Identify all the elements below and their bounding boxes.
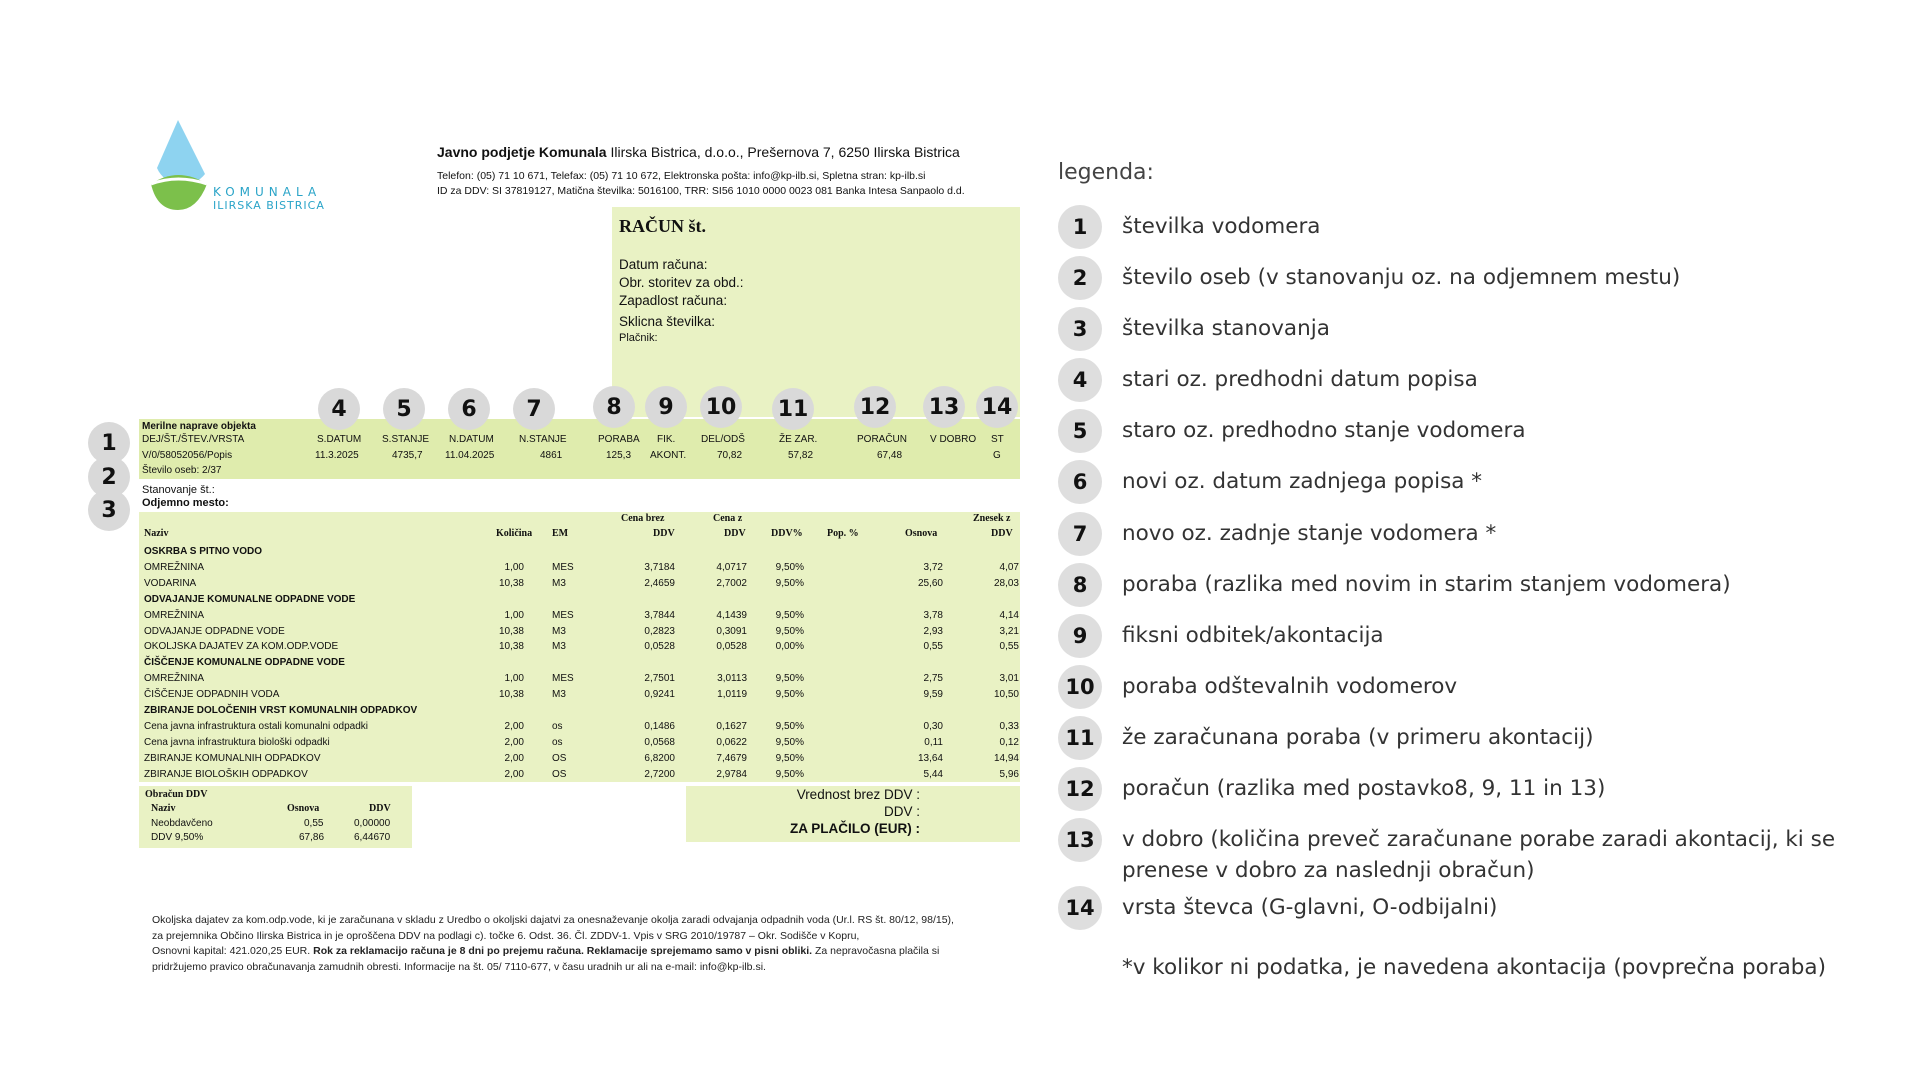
legend-text-2: število oseb (v stanovanju oz. na odjemnem mestu) [1122,265,1681,290]
table-cell: 0,1627 [716,720,747,732]
table-cell: 10,38 [498,577,524,589]
company-name: Javno podjetje Komunala Ilirska Bistrica, d.o.o., Prešernova 7, 6250 Ilirska Bistrica [437,144,960,160]
table-cell: 10,50 [993,689,1019,701]
legend-badge-11: 11 [1058,716,1102,760]
vat-col: Naziv [151,803,176,814]
table-cell: 4,07 [999,561,1019,573]
meter-value-row [139,448,1020,464]
table-cell: OMREŽNINA [144,561,204,573]
legend-badge-5: 5 [1058,409,1102,453]
meter-value: AKONT. [650,450,687,461]
table-cell: 0,30 [923,720,943,732]
legend-text-7: novo oz. zadnje stanje vodomera * [1122,521,1497,546]
table-cell: ZBIRANJE BIOLOŠKIH ODPADKOV [144,768,308,780]
table-cell: 9,59 [923,689,943,701]
badge-14: 14 [976,386,1018,428]
table-cell: 3,7844 [644,609,675,621]
footer-line: za prejemnika Občino Ilirska Bistrica in je oproščena DDV na podlagi c). točke 6. Odst. 36. Čl. ZDDV-1. Vpis v SRG 2010/19787 – Okr. Sodišče v Kopru, [152,929,860,942]
table-cell: 2,00 [504,752,524,764]
legend-text-13: v dobro (količina preveč zaračunane porabe zaradi akontacij, ki se [1122,827,1836,852]
table-cell: 9,50% [775,673,804,685]
table-cell: 14,94 [993,752,1019,764]
table-cell: 0,0622 [716,736,747,748]
legend-text-10: poraba odštevalnih vodomerov [1122,674,1458,699]
table-cell: 28,03 [993,577,1019,589]
vat-cell: 67,86 [299,832,325,843]
table-cell: 4,1439 [716,609,747,621]
meter-header: N.DATUM [449,434,494,445]
invoice-label-payer: Plačnik: [619,332,658,344]
meter-header: PORAČUN [857,434,908,445]
invoice-label-period: Obr. storitev za obd.: [619,275,744,290]
table-cell: VODARINA [144,577,197,589]
col-header: DDV [724,528,746,539]
col-header: DDV [653,528,675,539]
items-header [139,512,1020,542]
meter-value: 4861 [540,450,563,461]
table-cell: 0,1486 [644,720,675,732]
col-header: DDV% [771,528,803,539]
table-cell: OS [552,752,567,764]
vat-cell: 0,55 [304,818,324,829]
table-cell: 5,44 [923,768,943,780]
meter-header: S.STANJE [382,434,430,445]
table-cell: 2,75 [923,673,943,685]
table-cell: 9,50% [775,720,804,732]
meter-value: V/0/58052056/Popis [142,450,233,461]
table-cell: 7,4679 [716,752,747,764]
table-cell: ZBIRANJE KOMUNALNIH ODPADKOV [144,752,321,764]
legend-text-1: številka vodomera [1122,214,1321,239]
col-header: Znesek z [973,513,1011,524]
table-cell: 0,11 [924,736,943,748]
table-cell: 3,01 [999,673,1019,685]
section-row [139,655,1020,671]
table-cell: 3,72 [923,561,943,573]
meter-value: 125,3 [606,450,632,461]
meter-header: DEJ/ŠT./ŠTEV./VRSTA [142,434,245,445]
table-cell: MES [552,561,574,573]
badge-12: 12 [854,386,896,428]
table-cell: 9,50% [775,768,804,780]
col-header: EM [552,528,569,539]
section-title: ZBIRANJE DOLOČENIH VRST KOMUNALNIH ODPADKOV [144,705,418,716]
legend-badge-6: 6 [1058,460,1102,504]
table-cell: 0,0528 [716,641,747,653]
meter-value: 70,82 [717,450,743,461]
meter-header: FIK. [657,434,676,445]
legend-text-6: novi oz. datum zadnjega popisa * [1122,469,1483,494]
legend-badge-12: 12 [1058,767,1102,811]
legend-text-3: številka stanovanja [1122,316,1330,341]
col-header: Cena z [713,513,743,524]
section-title: ČIŠČENJE KOMUNALNE ODPADNE VODE [144,657,345,669]
invoice-footer [152,913,1032,975]
legend-badge-7: 7 [1058,512,1102,556]
legend-badge-1: 1 [1058,205,1102,249]
vat-row [139,830,412,846]
table-cell: M3 [552,689,566,701]
table-cell: OKOLJSKA DAJATEV ZA KOM.ODP.VODE [144,641,339,653]
table-row [139,624,1020,640]
meter-value: G [993,450,1001,461]
table-row [139,719,1020,735]
badge-11: 11 [772,388,814,430]
vat-cell: 0,00000 [354,818,391,829]
badge-4: 4 [318,388,360,430]
komunala-logo-icon [145,118,215,218]
legend-text-13-cont: prenese v dobro za naslednji obračun) [1122,858,1535,883]
table-cell: OS [552,768,567,780]
legend-badge-4: 4 [1058,358,1102,402]
table-cell: 9,50% [775,577,804,589]
table-cell: 2,7501 [644,673,675,685]
table-cell: Cena javna infrastruktura ostali komunalni odpadki [144,720,369,732]
legend-badge-8: 8 [1058,563,1102,607]
table-row [139,639,1020,655]
legend-badge-3: 3 [1058,307,1102,351]
table-cell: M3 [552,625,566,637]
meter-value: 67,48 [877,450,903,461]
vat-cell: DDV 9,50% [151,832,204,843]
table-row [139,671,1020,687]
legend-text-11: že zaračunana poraba (v primeru akontacij) [1122,725,1594,750]
badge-9: 9 [645,386,687,428]
table-cell: 9,50% [775,561,804,573]
table-cell: 4,0717 [716,561,747,573]
company-ids: ID za DDV: SI 37819127, Matična številka: 5016100, TRR: SI56 1010 0000 0023 081 Banka Intesa Sanpaolo d.d. [437,185,965,197]
vat-cell: 6,44670 [354,832,391,843]
total-net-label: Vrednost brez DDV : [796,787,920,802]
vat-col: Osnova [287,803,320,814]
table-cell: 9,50% [775,736,804,748]
table-cell: OMREŽNINA [144,609,204,621]
invoice-label-date: Datum računa: [619,257,708,272]
table-cell: M3 [552,641,566,653]
table-cell: 0,0528 [644,641,675,653]
table-cell: M3 [552,577,566,589]
invoice-label-due: Zapadlost računa: [619,293,728,308]
vat-header [139,801,412,817]
logo-text: KOMUNALA [213,185,322,199]
total-vat-label: DDV : [883,804,920,819]
table-cell: 0,9241 [644,689,675,701]
table-cell: 0,0568 [644,736,675,748]
legend-badge-10: 10 [1058,665,1102,709]
table-cell: OMREŽNINA [144,673,204,685]
table-cell: 0,55 [999,641,1019,653]
table-cell: 2,4659 [644,577,675,589]
footer-line: Okoljska dajatev za kom.odp.vode, ki je zaračunana v skladu z Uredbo o okoljski dajatvi za onesnaževanje okolja zaradi odvajanja odpadnih voda (Ur.l. RS št. 80/12, 98/15), [152,914,954,926]
legend-text-9: fiksni odbitek/akontacija [1122,623,1384,648]
table-cell: MES [552,609,574,621]
section-title: ODVAJANJE KOMUNALNE ODPADNE VODE [144,593,356,605]
section-row [139,592,1020,608]
legend-text-12: poračun (razlika med postavko8, 9, 11 in 13) [1122,776,1606,801]
meter-header: ST [991,434,1004,445]
section-title: OSKRBA S PITNO VODO [144,546,262,557]
meter-section-title: Merilne naprave objekta [142,421,256,432]
table-cell: 6,8200 [644,752,675,764]
badge-13: 13 [923,386,965,428]
persons-count: Število oseb: 2/37 [142,465,222,476]
badge-2: 2 [88,456,130,498]
table-row [139,608,1020,624]
vat-col: DDV [369,803,391,814]
section-row [139,544,1020,560]
table-cell: 3,21 [999,625,1019,637]
table-cell: 4,14 [999,609,1019,621]
table-cell: 2,00 [504,768,524,780]
legend-badge-13: 13 [1058,818,1102,862]
legend-text-8: poraba (razlika med novim in starim stanjem vodomera) [1122,572,1731,597]
table-cell: 10,38 [498,641,524,653]
badge-10: 10 [700,386,742,428]
table-cell: 0,12 [999,736,1019,748]
table-cell: 0,33 [999,720,1019,732]
meter-value: 11.3.2025 [315,450,359,461]
table-row [139,560,1020,576]
badge-3: 3 [88,489,130,531]
meter-header: S.DATUM [317,434,362,445]
table-row [139,576,1020,592]
meter-header: V DOBRO [930,434,977,445]
col-header: Pop. % [827,528,859,539]
badge-8: 8 [593,386,635,428]
col-header: DDV [991,528,1013,539]
table-cell: 3,78 [923,609,943,621]
meter-header: ŽE ZAR. [779,434,818,445]
company-contacts: Telefon: (05) 71 10 671, Telefax: (05) 71 10 672, Elektronska pošta: info@kp-ilb.si, Spletna stran: kp-ilb.si [437,170,926,182]
table-row [139,767,1020,783]
table-cell: os [552,736,563,748]
invoice-label-reference: Sklicna številka: [619,314,716,329]
meter-value: 4735,7 [392,450,423,461]
legend-text-14: vrsta števca (G-glavni, O-odbijalni) [1122,895,1498,920]
table-cell: 1,00 [504,673,524,685]
table-cell: 1,00 [504,609,524,621]
apartment-number: Stanovanje št.: [142,484,215,496]
table-cell: 3,7184 [644,561,675,573]
col-header: Naziv [144,528,169,539]
meter-value: 11.04.2025 [445,450,495,461]
table-cell: ODVAJANJE ODPADNE VODE [144,625,285,637]
table-cell: 3,0113 [717,673,747,685]
table-cell: 2,93 [923,625,943,637]
vat-title: Obračun DDV [145,789,208,800]
badge-5: 5 [383,388,425,430]
badge-6: 6 [448,388,490,430]
consumption-place: Odjemno mesto: [142,497,229,509]
total-pay-label: ZA PLAČILO (EUR) : [790,821,920,836]
table-cell: 0,2823 [644,625,675,637]
legend-badge-14: 14 [1058,886,1102,930]
legend-text-5: staro oz. predhodno stanje vodomera [1122,418,1526,443]
legend-note: *v kolikor ni podatka, je navedena akontacija (povprečna poraba) [1122,955,1826,980]
table-row [139,735,1020,751]
table-cell: Cena javna infrastruktura biološki odpadki [144,736,330,748]
meter-header: PORABA [598,434,640,445]
table-cell: 5,96 [999,768,1019,780]
meter-value: 57,82 [788,450,814,461]
table-cell: 2,00 [504,720,524,732]
table-cell: 10,38 [498,625,524,637]
table-cell: 2,7200 [644,768,675,780]
table-cell: 9,50% [775,752,804,764]
legend-badge-2: 2 [1058,256,1102,300]
legend-title: legenda: [1058,160,1154,185]
footer-line: Osnovni kapital: 421.020,25 EUR. Rok za reklamacijo računa je 8 dni po prejemu računa. Reklamacije sprejemamo samo v pisni obliki. Za nepravočasna plačila si [152,945,940,957]
col-header: Cena brez [621,513,665,524]
table-cell: 2,00 [504,736,524,748]
meter-header-row [139,432,1020,448]
table-cell: 2,9784 [716,768,747,780]
table-cell: 1,0119 [717,689,747,701]
legend-text-4: stari oz. predhodni datum popisa [1122,367,1478,392]
meter-header: N.STANJE [519,434,567,445]
logo-subtext: ILIRSKA BISTRICA [213,199,325,212]
table-cell: 1,00 [504,561,524,573]
table-cell: os [552,720,563,732]
vat-cell: Neobdavčeno [151,818,213,829]
table-cell: 9,50% [775,609,804,621]
table-cell: 25,60 [917,577,943,589]
meter-header: DEL/ODŠ [701,434,745,445]
footer-line: pridržujemo pravico obračunavanja zamudnih obresti. Informacije na št. 05/ 7110-677, v času uradnih ur ali na e-mail: info@kp-ilb.si. [152,960,766,973]
table-cell: 0,00% [775,641,804,653]
table-cell: ČIŠČENJE ODPADNIH VODA [144,689,280,701]
table-cell: 13,64 [917,752,943,764]
invoice-title: RAČUN št. [619,216,706,236]
invoice-box [612,207,1020,417]
col-header: Količina [496,528,533,539]
table-row [139,751,1020,767]
table-cell: 10,38 [498,689,524,701]
badge-7: 7 [513,388,555,430]
table-cell: MES [552,673,574,685]
legend-badge-9: 9 [1058,614,1102,658]
badge-1: 1 [88,422,130,464]
table-cell: 9,50% [775,689,804,701]
table-cell: 2,7002 [716,577,747,589]
table-cell: 0,3091 [716,625,747,637]
table-cell: 9,50% [775,625,804,637]
table-row [139,687,1020,703]
section-row [139,703,1020,719]
table-cell: 0,55 [923,641,943,653]
col-header: Osnova [905,528,938,539]
